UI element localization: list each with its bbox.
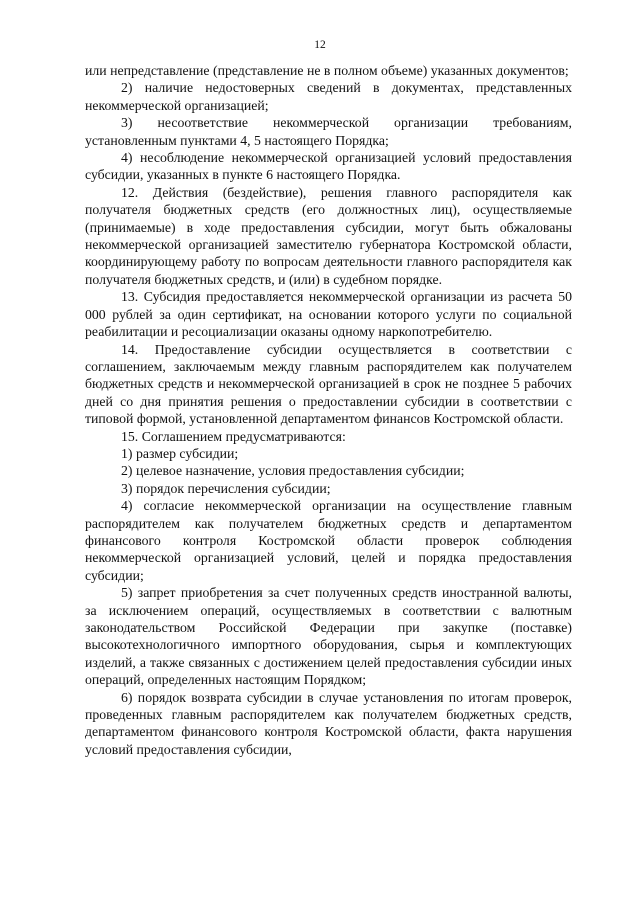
- paragraph: 4) несоблюдение некоммерческой организацией условий предоставления субсидии, указанных в пункте 6 настоящего Порядка.: [85, 150, 572, 183]
- paragraph: 6) порядок возврата субсидии в случае установления по итогам проверок, проведенных главным распорядителем как получателем бюджетных средств, департаментом финансового контроля Костромской области, факта нарушения условий предоставления субсидии,: [85, 689, 572, 757]
- paragraph: 12. Действия (бездействие), решения главного распорядителя как получателя бюджетных средств (его должностных лиц), осуществляемые (принимаемые) в ходе предоставления субсидии, могут быть обжалованы некоммерческой организацией заместителю губернатора Костромской области, координирующему работу по вопросам деятельности главного распорядителя как получателя бюджетных средств, и (или) в судебном порядке.: [85, 184, 572, 287]
- paragraph: 13. Субсидия предоставляется некоммерческой организации из расчета 50 000 рублей за один сертификат, на основании которого услуги по социальной реабилитации и ресоциализации оказаны одному наркопотребителю.: [85, 289, 572, 340]
- paragraph: 4) согласие некоммерческой организации на осуществление главным распорядителем как получателем бюджетных средств и департаментом финансового контроля Костромской области проверок соблюдения некоммерческой организацией условий, целей и порядка предоставления субсидии;: [85, 498, 572, 583]
- paragraph: 14. Предоставление субсидии осуществляется в соответствии с соглашением, заключаемым между главным распорядителем как получателем бюджетных средств и некоммерческой организацией в срок не позднее 5 рабочих дней со дня принятия решения о предоставлении субсидии в соответствии с типовой формой, установленной департаментом финансов Костромской области.: [85, 341, 572, 427]
- paragraph: 3) несоответствие некоммерческой организации требованиям, установленным пунктами 4, 5 настоящего Порядка;: [85, 115, 572, 148]
- paragraph: 3) порядок перечисления субсидии;: [121, 480, 331, 496]
- paragraph: или непредставление (представление не в полном объеме) указанных документов;: [85, 63, 569, 78]
- paragraph: 1) размер субсидии;: [121, 445, 239, 461]
- paragraph: 15. Соглашением предусматриваются:: [121, 428, 346, 444]
- paragraph: 2) наличие недостоверных сведений в документах, представленных некоммерческой организацией;: [85, 80, 572, 113]
- paragraph: 5) запрет приобретения за счет полученных средств иностранной валюты, за исключением операций, осуществляемых в соответствии с валютным законодательством Российской Федерации при закупке (поставке) высокотехнологичного импортного оборудования, сырья и комплектующих изделий, а также связанных с достижением целей предоставления субсидии иных операций, определенных настоящим Порядком;: [85, 585, 572, 688]
- paragraph: 2) целевое назначение, условия предоставления субсидии;: [121, 463, 465, 479]
- page-number: 12: [314, 39, 326, 51]
- document-body: [85, 62, 572, 758]
